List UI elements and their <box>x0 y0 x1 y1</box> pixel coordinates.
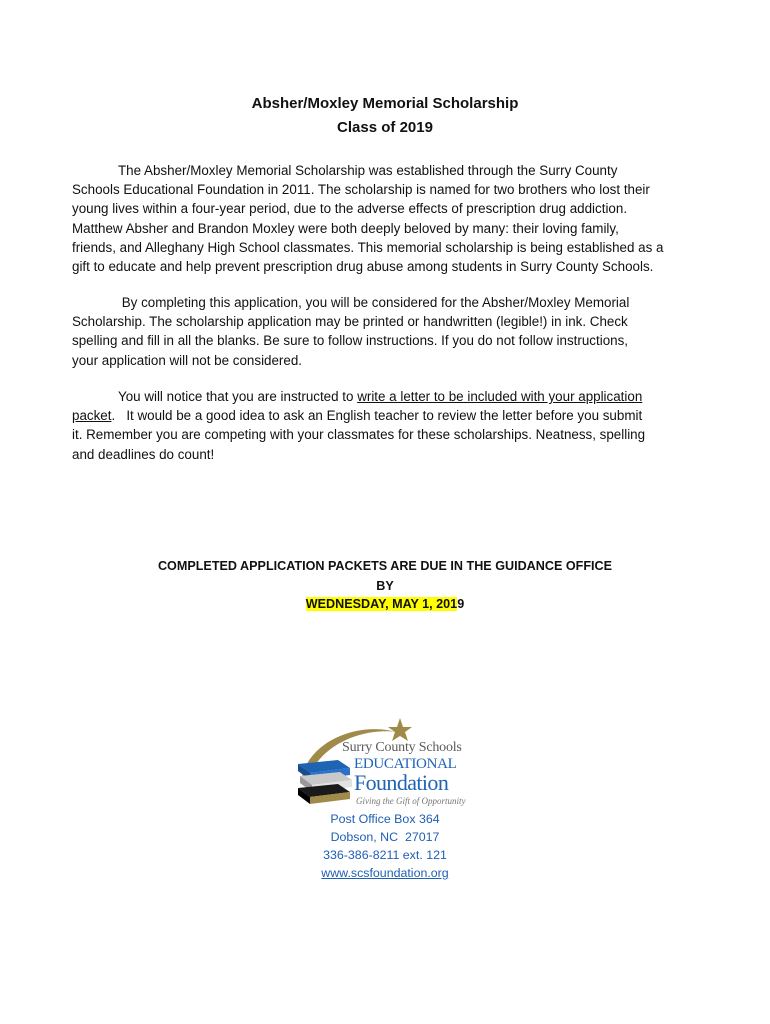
letter-underlined-text: packet <box>72 408 112 424</box>
due-date <box>0 597 770 611</box>
letter-text: You will notice that you are instructed to <box>118 389 358 404</box>
intro-line: friends, and Alleghany High School classmates. This memorial scholarship is being established as a <box>72 239 664 255</box>
logo-tagline: Giving the Gift of Opportunity <box>356 796 466 806</box>
website-link[interactable]: www.scsfoundation.org <box>321 866 449 880</box>
instructions-line: your application will not be considered. <box>72 352 303 368</box>
due-notice-by: BY <box>376 579 394 593</box>
logo-line-2: EDUCATIONAL <box>354 756 457 772</box>
intro-line: young lives within a four-year period, due to the adverse effects of prescription drug addiction. <box>72 201 628 217</box>
instructions-line: Scholarship. The scholarship application may be printed or handwritten (legible!) in ink. Check <box>72 314 628 330</box>
foundation-logo <box>292 716 466 810</box>
document-subtitle: Class of 2019 <box>337 119 433 136</box>
intro-line: Matthew Absher and Brandon Moxley were both deeply beloved by many: their loving family, <box>72 220 619 236</box>
letter-text: . It would be a good idea to ask an English teacher to review the letter before you submit <box>111 408 643 424</box>
letter-line: it. Remember you are competing with your classmates for these scholarships. Neatness, spelling <box>72 427 646 443</box>
letter-underlined-text: write a letter to be included with your application <box>357 389 643 404</box>
instructions-line: spelling and fill in all the blanks. Be sure to follow instructions. If you do not follow instructions, <box>72 333 628 349</box>
intro-line: The Absher/Moxley Memorial Scholarship was established through the Surry County <box>118 163 618 178</box>
due-notice-line: COMPLETED APPLICATION PACKETS ARE DUE IN THE GUIDANCE OFFICE <box>157 559 613 573</box>
due-date-rest: 9 <box>457 597 465 611</box>
instructions-line: By completing this application, you will be considered for the Absher/Moxley Memorial <box>118 295 630 310</box>
letter-line <box>72 406 684 425</box>
intro-paragraph <box>72 161 684 276</box>
intro-line: gift to educate and help prevent prescription drug abuse among students in Surry County Schools. <box>72 259 654 275</box>
logo-line-1: Surry County Schools <box>342 740 462 755</box>
instructions-paragraph <box>72 293 684 370</box>
logo-line-3: Foundation <box>354 770 449 795</box>
letter-line: and deadlines do count! <box>72 446 215 462</box>
letter-line <box>72 387 684 406</box>
intro-line: Schools Educational Foundation in 2011. The scholarship is named for two brothers who lost their <box>72 182 650 198</box>
document-title: Absher/Moxley Memorial Scholarship <box>251 95 519 112</box>
letter-paragraph <box>72 387 684 464</box>
address-city: Dobson, NC 27017 <box>330 830 440 844</box>
due-date-highlighted: WEDNESDAY, MAY 1, 201 <box>305 597 458 611</box>
address-phone: 336-386-8211 ext. 121 <box>323 848 447 862</box>
address-po-box: Post Office Box 364 <box>330 812 440 826</box>
